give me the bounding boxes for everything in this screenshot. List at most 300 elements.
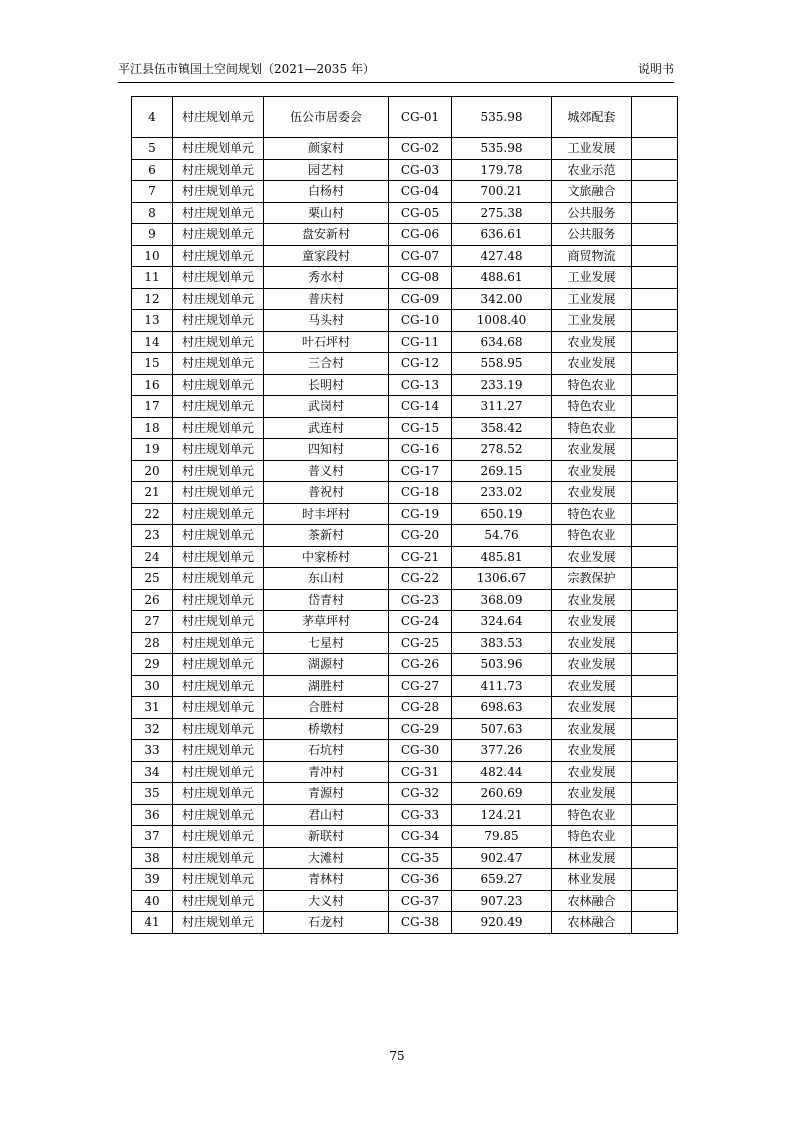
table-row xyxy=(132,761,678,783)
note-cell xyxy=(632,288,678,310)
unit-type: 村庄规划单元 xyxy=(173,783,264,805)
row-number: 41 xyxy=(132,912,173,934)
note-cell xyxy=(632,374,678,396)
document-title: 平江县伍市镇国土空间规划（2021—2035 年） xyxy=(118,62,375,76)
table-row xyxy=(132,138,678,160)
row-number: 30 xyxy=(132,675,173,697)
area-value: 358.42 xyxy=(452,417,552,439)
unit-code: CG-30 xyxy=(389,740,452,762)
row-number: 37 xyxy=(132,826,173,848)
function-type: 农业发展 xyxy=(552,589,632,611)
unit-type: 村庄规划单元 xyxy=(173,761,264,783)
row-number: 35 xyxy=(132,783,173,805)
unit-type: 村庄规划单元 xyxy=(173,97,264,138)
village-name: 叶石坪村 xyxy=(264,331,389,353)
village-name: 白杨村 xyxy=(264,181,389,203)
row-number: 22 xyxy=(132,503,173,525)
area-value: 269.15 xyxy=(452,460,552,482)
area-value: 482.44 xyxy=(452,761,552,783)
village-name: 岱青村 xyxy=(264,589,389,611)
unit-type: 村庄规划单元 xyxy=(173,546,264,568)
area-value: 311.27 xyxy=(452,396,552,418)
village-name: 东山村 xyxy=(264,568,389,590)
page-header xyxy=(118,60,674,83)
unit-type: 村庄规划单元 xyxy=(173,267,264,289)
area-value: 902.47 xyxy=(452,847,552,869)
unit-code: CG-16 xyxy=(389,439,452,461)
unit-code: CG-14 xyxy=(389,396,452,418)
village-name: 武连村 xyxy=(264,417,389,439)
table-row xyxy=(132,439,678,461)
area-value: 324.64 xyxy=(452,611,552,633)
village-name: 盘安新村 xyxy=(264,224,389,246)
unit-code: CG-01 xyxy=(389,97,452,138)
unit-type: 村庄规划单元 xyxy=(173,417,264,439)
table-row xyxy=(132,503,678,525)
table-row xyxy=(132,417,678,439)
function-type: 特色农业 xyxy=(552,826,632,848)
area-value: 700.21 xyxy=(452,181,552,203)
area-value: 1306.67 xyxy=(452,568,552,590)
function-type: 农业发展 xyxy=(552,460,632,482)
unit-code: CG-19 xyxy=(389,503,452,525)
unit-type: 村庄规划单元 xyxy=(173,202,264,224)
function-type: 农业发展 xyxy=(552,632,632,654)
note-cell xyxy=(632,503,678,525)
row-number: 28 xyxy=(132,632,173,654)
table-row xyxy=(132,310,678,332)
table-row xyxy=(132,396,678,418)
row-number: 27 xyxy=(132,611,173,633)
note-cell xyxy=(632,460,678,482)
row-number: 31 xyxy=(132,697,173,719)
function-type: 文旅融合 xyxy=(552,181,632,203)
unit-type: 村庄规划单元 xyxy=(173,675,264,697)
area-value: 411.73 xyxy=(452,675,552,697)
note-cell xyxy=(632,482,678,504)
note-cell xyxy=(632,267,678,289)
area-value: 179.78 xyxy=(452,159,552,181)
row-number: 5 xyxy=(132,138,173,160)
unit-type: 村庄规划单元 xyxy=(173,181,264,203)
function-type: 农业发展 xyxy=(552,783,632,805)
area-value: 503.96 xyxy=(452,654,552,676)
table-row xyxy=(132,826,678,848)
note-cell xyxy=(632,439,678,461)
row-number: 24 xyxy=(132,546,173,568)
unit-type: 村庄规划单元 xyxy=(173,697,264,719)
unit-code: CG-18 xyxy=(389,482,452,504)
area-value: 278.52 xyxy=(452,439,552,461)
note-cell xyxy=(632,761,678,783)
row-number: 15 xyxy=(132,353,173,375)
unit-type: 村庄规划单元 xyxy=(173,890,264,912)
village-name: 青林村 xyxy=(264,869,389,891)
area-value: 233.02 xyxy=(452,482,552,504)
area-value: 383.53 xyxy=(452,632,552,654)
unit-type: 村庄规划单元 xyxy=(173,374,264,396)
unit-code: CG-37 xyxy=(389,890,452,912)
area-value: 275.38 xyxy=(452,202,552,224)
unit-type: 村庄规划单元 xyxy=(173,331,264,353)
document-type: 说明书 xyxy=(637,62,674,76)
village-name: 青冲村 xyxy=(264,761,389,783)
unit-type: 村庄规划单元 xyxy=(173,460,264,482)
note-cell xyxy=(632,224,678,246)
row-number: 19 xyxy=(132,439,173,461)
village-name: 武岗村 xyxy=(264,396,389,418)
note-cell xyxy=(632,912,678,934)
area-value: 920.49 xyxy=(452,912,552,934)
function-type: 特色农业 xyxy=(552,374,632,396)
village-name: 普祝村 xyxy=(264,482,389,504)
unit-type: 村庄规划单元 xyxy=(173,568,264,590)
unit-code: CG-11 xyxy=(389,331,452,353)
row-number: 29 xyxy=(132,654,173,676)
area-value: 698.63 xyxy=(452,697,552,719)
function-type: 工业发展 xyxy=(552,138,632,160)
note-cell xyxy=(632,310,678,332)
unit-code: CG-29 xyxy=(389,718,452,740)
table-row xyxy=(132,159,678,181)
village-name: 马头村 xyxy=(264,310,389,332)
unit-code: CG-03 xyxy=(389,159,452,181)
unit-type: 村庄规划单元 xyxy=(173,826,264,848)
function-type: 农林融合 xyxy=(552,912,632,934)
unit-code: CG-09 xyxy=(389,288,452,310)
function-type: 农林融合 xyxy=(552,890,632,912)
village-name: 伍公市居委会 xyxy=(264,97,389,138)
unit-code: CG-24 xyxy=(389,611,452,633)
row-number: 4 xyxy=(132,97,173,138)
planning-unit-table xyxy=(131,96,678,934)
row-number: 34 xyxy=(132,761,173,783)
row-number: 12 xyxy=(132,288,173,310)
note-cell xyxy=(632,138,678,160)
note-cell xyxy=(632,804,678,826)
function-type: 农业发展 xyxy=(552,654,632,676)
function-type: 工业发展 xyxy=(552,310,632,332)
function-type: 农业发展 xyxy=(552,611,632,633)
function-type: 工业发展 xyxy=(552,267,632,289)
row-number: 36 xyxy=(132,804,173,826)
unit-code: CG-05 xyxy=(389,202,452,224)
table-row xyxy=(132,718,678,740)
unit-type: 村庄规划单元 xyxy=(173,869,264,891)
note-cell xyxy=(632,396,678,418)
area-value: 427.48 xyxy=(452,245,552,267)
note-cell xyxy=(632,202,678,224)
area-value: 233.19 xyxy=(452,374,552,396)
table-body xyxy=(132,97,678,934)
note-cell xyxy=(632,525,678,547)
row-number: 17 xyxy=(132,396,173,418)
function-type: 商贸物流 xyxy=(552,245,632,267)
unit-type: 村庄规划单元 xyxy=(173,159,264,181)
area-value: 535.98 xyxy=(452,97,552,138)
unit-type: 村庄规划单元 xyxy=(173,632,264,654)
village-name: 茅草坪村 xyxy=(264,611,389,633)
note-cell xyxy=(632,718,678,740)
unit-type: 村庄规划单元 xyxy=(173,503,264,525)
village-name: 童家段村 xyxy=(264,245,389,267)
note-cell xyxy=(632,654,678,676)
note-cell xyxy=(632,97,678,138)
unit-code: CG-02 xyxy=(389,138,452,160)
village-name: 合胜村 xyxy=(264,697,389,719)
area-value: 659.27 xyxy=(452,869,552,891)
village-name: 七星村 xyxy=(264,632,389,654)
function-type: 农业发展 xyxy=(552,439,632,461)
village-name: 湖源村 xyxy=(264,654,389,676)
note-cell xyxy=(632,589,678,611)
row-number: 32 xyxy=(132,718,173,740)
note-cell xyxy=(632,783,678,805)
row-number: 20 xyxy=(132,460,173,482)
area-value: 485.81 xyxy=(452,546,552,568)
unit-type: 村庄规划单元 xyxy=(173,589,264,611)
note-cell xyxy=(632,632,678,654)
row-number: 7 xyxy=(132,181,173,203)
unit-code: CG-15 xyxy=(389,417,452,439)
village-name: 普庆村 xyxy=(264,288,389,310)
function-type: 公共服务 xyxy=(552,224,632,246)
area-value: 124.21 xyxy=(452,804,552,826)
function-type: 农业发展 xyxy=(552,697,632,719)
function-type: 宗教保护 xyxy=(552,568,632,590)
area-value: 377.26 xyxy=(452,740,552,762)
unit-code: CG-31 xyxy=(389,761,452,783)
village-name: 石龙村 xyxy=(264,912,389,934)
row-number: 26 xyxy=(132,589,173,611)
village-name: 石坑村 xyxy=(264,740,389,762)
unit-type: 村庄规划单元 xyxy=(173,288,264,310)
row-number: 38 xyxy=(132,847,173,869)
table-row xyxy=(132,675,678,697)
table-row xyxy=(132,202,678,224)
row-number: 8 xyxy=(132,202,173,224)
note-cell xyxy=(632,353,678,375)
note-cell xyxy=(632,675,678,697)
village-name: 青源村 xyxy=(264,783,389,805)
row-number: 18 xyxy=(132,417,173,439)
unit-code: CG-04 xyxy=(389,181,452,203)
unit-type: 村庄规划单元 xyxy=(173,396,264,418)
area-value: 54.76 xyxy=(452,525,552,547)
function-type: 城郊配套 xyxy=(552,97,632,138)
unit-code: CG-28 xyxy=(389,697,452,719)
function-type: 林业发展 xyxy=(552,847,632,869)
table-row xyxy=(132,546,678,568)
village-name: 园艺村 xyxy=(264,159,389,181)
function-type: 农业发展 xyxy=(552,482,632,504)
function-type: 特色农业 xyxy=(552,804,632,826)
area-value: 636.61 xyxy=(452,224,552,246)
unit-type: 村庄规划单元 xyxy=(173,654,264,676)
unit-code: CG-10 xyxy=(389,310,452,332)
table-row xyxy=(132,288,678,310)
function-type: 农业发展 xyxy=(552,546,632,568)
row-number: 14 xyxy=(132,331,173,353)
function-type: 农业发展 xyxy=(552,675,632,697)
row-number: 9 xyxy=(132,224,173,246)
row-number: 6 xyxy=(132,159,173,181)
area-value: 650.19 xyxy=(452,503,552,525)
table-row xyxy=(132,525,678,547)
area-value: 634.68 xyxy=(452,331,552,353)
unit-code: CG-13 xyxy=(389,374,452,396)
table-row xyxy=(132,224,678,246)
village-name: 四知村 xyxy=(264,439,389,461)
village-name: 湖胜村 xyxy=(264,675,389,697)
table-row xyxy=(132,654,678,676)
note-cell xyxy=(632,331,678,353)
village-name: 颜家村 xyxy=(264,138,389,160)
table-row xyxy=(132,267,678,289)
area-value: 488.61 xyxy=(452,267,552,289)
area-value: 260.69 xyxy=(452,783,552,805)
function-type: 农业示范 xyxy=(552,159,632,181)
table-row xyxy=(132,869,678,891)
function-type: 特色农业 xyxy=(552,525,632,547)
note-cell xyxy=(632,890,678,912)
unit-type: 村庄规划单元 xyxy=(173,740,264,762)
unit-code: CG-34 xyxy=(389,826,452,848)
row-number: 10 xyxy=(132,245,173,267)
table-row xyxy=(132,331,678,353)
note-cell xyxy=(632,697,678,719)
unit-code: CG-20 xyxy=(389,525,452,547)
unit-code: CG-25 xyxy=(389,632,452,654)
table-row xyxy=(132,181,678,203)
unit-code: CG-21 xyxy=(389,546,452,568)
area-value: 907.23 xyxy=(452,890,552,912)
function-type: 农业发展 xyxy=(552,718,632,740)
unit-code: CG-22 xyxy=(389,568,452,590)
village-name: 桥墩村 xyxy=(264,718,389,740)
area-value: 558.95 xyxy=(452,353,552,375)
note-cell xyxy=(632,740,678,762)
unit-code: CG-32 xyxy=(389,783,452,805)
village-name: 君山村 xyxy=(264,804,389,826)
unit-type: 村庄规划单元 xyxy=(173,912,264,934)
table-row xyxy=(132,847,678,869)
table-row xyxy=(132,611,678,633)
function-type: 公共服务 xyxy=(552,202,632,224)
function-type: 林业发展 xyxy=(552,869,632,891)
table-row xyxy=(132,890,678,912)
area-value: 368.09 xyxy=(452,589,552,611)
table-row xyxy=(132,697,678,719)
note-cell xyxy=(632,181,678,203)
area-value: 1008.40 xyxy=(452,310,552,332)
function-type: 特色农业 xyxy=(552,503,632,525)
unit-code: CG-12 xyxy=(389,353,452,375)
unit-code: CG-08 xyxy=(389,267,452,289)
village-name: 栗山村 xyxy=(264,202,389,224)
note-cell xyxy=(632,159,678,181)
village-name: 大义村 xyxy=(264,890,389,912)
area-value: 342.00 xyxy=(452,288,552,310)
unit-code: CG-23 xyxy=(389,589,452,611)
unit-type: 村庄规划单元 xyxy=(173,847,264,869)
village-name: 茶新村 xyxy=(264,525,389,547)
note-cell xyxy=(632,847,678,869)
unit-code: CG-27 xyxy=(389,675,452,697)
unit-code: CG-26 xyxy=(389,654,452,676)
unit-code: CG-35 xyxy=(389,847,452,869)
function-type: 特色农业 xyxy=(552,396,632,418)
unit-type: 村庄规划单元 xyxy=(173,718,264,740)
unit-type: 村庄规划单元 xyxy=(173,353,264,375)
unit-code: CG-06 xyxy=(389,224,452,246)
function-type: 农业发展 xyxy=(552,331,632,353)
function-type: 农业发展 xyxy=(552,353,632,375)
unit-type: 村庄规划单元 xyxy=(173,224,264,246)
page-number: 75 xyxy=(389,1049,405,1063)
village-name: 普义村 xyxy=(264,460,389,482)
unit-code: CG-33 xyxy=(389,804,452,826)
function-type: 农业发展 xyxy=(552,761,632,783)
table-row xyxy=(132,245,678,267)
row-number: 40 xyxy=(132,890,173,912)
unit-code: CG-36 xyxy=(389,869,452,891)
village-name: 秀水村 xyxy=(264,267,389,289)
unit-code: CG-38 xyxy=(389,912,452,934)
unit-type: 村庄规划单元 xyxy=(173,310,264,332)
village-name: 中家桥村 xyxy=(264,546,389,568)
row-number: 33 xyxy=(132,740,173,762)
note-cell xyxy=(632,568,678,590)
table-row xyxy=(132,460,678,482)
row-number: 16 xyxy=(132,374,173,396)
note-cell xyxy=(632,546,678,568)
village-name: 长明村 xyxy=(264,374,389,396)
row-number: 39 xyxy=(132,869,173,891)
function-type: 农业发展 xyxy=(552,740,632,762)
area-value: 535.98 xyxy=(452,138,552,160)
note-cell xyxy=(632,417,678,439)
unit-type: 村庄规划单元 xyxy=(173,804,264,826)
function-type: 特色农业 xyxy=(552,417,632,439)
row-number: 11 xyxy=(132,267,173,289)
table-row xyxy=(132,353,678,375)
table-row xyxy=(132,783,678,805)
area-value: 79.85 xyxy=(452,826,552,848)
note-cell xyxy=(632,611,678,633)
unit-code: CG-07 xyxy=(389,245,452,267)
function-type: 工业发展 xyxy=(552,288,632,310)
row-number: 13 xyxy=(132,310,173,332)
unit-type: 村庄规划单元 xyxy=(173,525,264,547)
unit-type: 村庄规划单元 xyxy=(173,611,264,633)
note-cell xyxy=(632,245,678,267)
note-cell xyxy=(632,869,678,891)
village-name: 大滩村 xyxy=(264,847,389,869)
table-row xyxy=(132,632,678,654)
row-number: 21 xyxy=(132,482,173,504)
table-row xyxy=(132,482,678,504)
table-row xyxy=(132,97,678,138)
table-row xyxy=(132,589,678,611)
table-row xyxy=(132,740,678,762)
table-row xyxy=(132,804,678,826)
row-number: 23 xyxy=(132,525,173,547)
village-name: 三合村 xyxy=(264,353,389,375)
unit-type: 村庄规划单元 xyxy=(173,439,264,461)
unit-type: 村庄规划单元 xyxy=(173,245,264,267)
note-cell xyxy=(632,826,678,848)
